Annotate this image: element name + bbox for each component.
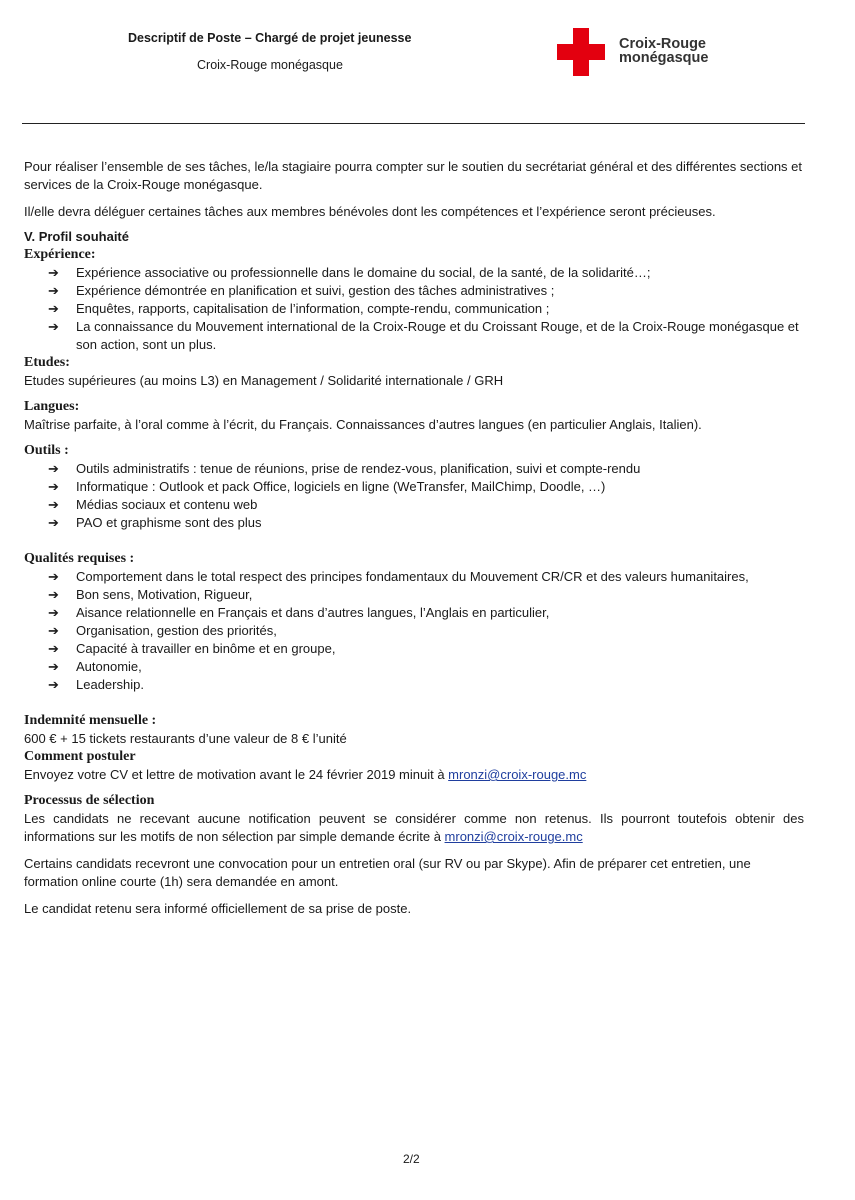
arrow-right-icon: ➔ bbox=[48, 283, 59, 298]
logo-line2: monégasque bbox=[619, 50, 709, 66]
indemnite-text: 600 € + 15 tickets restaurants d’une valeur de 8 € l’unité bbox=[24, 731, 347, 746]
list-item: ➔ Leadership. bbox=[48, 677, 144, 692]
selection-paragraph-3: Le candidat retenu sera informé officiellement de sa prise de poste. bbox=[24, 901, 412, 916]
postuler-text: Envoyez votre CV et lettre de motivation avant le 24 février 2019 minuit à mronzi@croix-rouge.mc bbox=[24, 767, 587, 782]
arrow-right-icon: ➔ bbox=[48, 587, 59, 602]
arrow-right-icon: ➔ bbox=[48, 515, 59, 530]
list-item: ➔ Comportement dans le total respect des principes fondamentaux du Mouvement CR/CR et des valeurs humanitaires, bbox=[48, 569, 749, 584]
arrow-right-icon: ➔ bbox=[48, 641, 59, 656]
arrow-right-icon: ➔ bbox=[48, 301, 59, 316]
experience-heading: Expérience: bbox=[24, 247, 96, 262]
langues-heading: Langues: bbox=[24, 399, 80, 414]
outils-list bbox=[24, 460, 804, 532]
red-cross-icon bbox=[557, 28, 605, 76]
organization-name: Croix-Rouge monégasque bbox=[197, 58, 343, 72]
list-item: ➔ Aisance relationnelle en Français et dans d’autres langues, l’Anglais en particulier, bbox=[48, 605, 550, 620]
arrow-right-icon: ➔ bbox=[48, 265, 59, 280]
arrow-right-icon: ➔ bbox=[48, 569, 59, 584]
croix-rouge-logo bbox=[557, 28, 727, 78]
list-item: ➔ Outils administratifs : tenue de réunions, prise de rendez-vous, planification, suivi et compte-rendu bbox=[48, 461, 641, 476]
arrow-right-icon: ➔ bbox=[48, 461, 59, 476]
logo-line1: Croix-Rouge bbox=[619, 36, 706, 52]
postuler-heading: Comment postuler bbox=[24, 749, 136, 764]
list-item: ➔ Capacité à travailler en binôme et en groupe, bbox=[48, 641, 336, 656]
email-link[interactable]: mronzi@croix-rouge.mc bbox=[448, 767, 587, 782]
langues-text: Maîtrise parfaite, à l’oral comme à l’écrit, du Français. Connaissances d’autres langues (en particulier Anglais, Italien). bbox=[24, 417, 702, 432]
qualites-heading: Qualités requises : bbox=[24, 551, 135, 566]
list-item: ➔ Médias sociaux et contenu web bbox=[48, 497, 258, 512]
selection-paragraph-1: Les candidats ne recevant aucune notification peuvent se considérer comme non retenus. Ils pourront toutefois obtenir des informations sur les motifs de non sélection par simple demande écrite à mronzi@croix-rouge.mc bbox=[24, 811, 804, 844]
arrow-right-icon: ➔ bbox=[48, 623, 59, 638]
list-item: ➔ Enquêtes, rapports, capitalisation de l’information, compte-rendu, communication ; bbox=[48, 301, 550, 316]
qualites-list bbox=[24, 568, 804, 694]
arrow-right-icon: ➔ bbox=[48, 659, 59, 674]
outils-heading: Outils : bbox=[24, 443, 69, 458]
experience-list bbox=[24, 264, 804, 354]
arrow-right-icon: ➔ bbox=[48, 497, 59, 512]
arrow-right-icon: ➔ bbox=[48, 605, 59, 620]
email-link[interactable]: mronzi@croix-rouge.mc bbox=[444, 829, 583, 844]
selection-heading: Processus de sélection bbox=[24, 793, 155, 808]
intro-paragraph-1: Pour réaliser l’ensemble de ses tâches, le/la stagiaire pourra compter sur le soutien du secrétariat général et des différentes sections et services de la Croix-Rouge monégasque. bbox=[24, 159, 803, 192]
etudes-heading: Etudes: bbox=[24, 355, 70, 370]
logo-text bbox=[619, 37, 708, 65]
section-heading-profil: V. Profil souhaité bbox=[24, 229, 129, 244]
list-item: ➔ Expérience démontrée en planification et suivi, gestion des tâches administratives ; bbox=[48, 283, 555, 298]
list-item: ➔ PAO et graphisme sont des plus bbox=[48, 515, 262, 530]
arrow-right-icon: ➔ bbox=[48, 677, 59, 692]
page-number: 2/2 bbox=[403, 1152, 420, 1166]
document-title: Descriptif de Poste – Chargé de projet jeunesse bbox=[128, 31, 412, 45]
list-item: ➔ Bon sens, Motivation, Rigueur, bbox=[48, 587, 253, 602]
arrow-right-icon: ➔ bbox=[48, 319, 59, 334]
indemnite-heading: Indemnité mensuelle : bbox=[24, 713, 157, 728]
list-item: ➔ Informatique : Outlook et pack Office, logiciels en ligne (WeTransfer, MailChimp, Doodle, …) bbox=[48, 479, 606, 494]
arrow-right-icon: ➔ bbox=[48, 479, 59, 494]
list-item: ➔ Autonomie, bbox=[48, 659, 142, 674]
intro-paragraph-2: Il/elle devra déléguer certaines tâches aux membres bénévoles dont les compétences et l’expérience seront précieuses. bbox=[24, 204, 716, 219]
header-divider bbox=[22, 123, 805, 124]
etudes-text: Etudes supérieures (au moins L3) en Management / Solidarité internationale / GRH bbox=[24, 373, 504, 388]
list-item: ➔ La connaissance du Mouvement international de la Croix-Rouge et du Croissant Rouge, et de la Croix-Rouge monégasque et son action, sont un plus. bbox=[48, 319, 799, 352]
list-item: ➔ Expérience associative ou professionnelle dans le domaine du social, de la santé, de la solidarité…; bbox=[48, 265, 651, 280]
selection-paragraph-2: Certains candidats recevront une convocation pour un entretien oral (sur RV ou par Skype). Afin de préparer cet entretien, une formation online courte (1h) sera demandée en amont. bbox=[24, 856, 751, 889]
document-body bbox=[24, 158, 804, 918]
list-item: ➔ Organisation, gestion des priorités, bbox=[48, 623, 277, 638]
